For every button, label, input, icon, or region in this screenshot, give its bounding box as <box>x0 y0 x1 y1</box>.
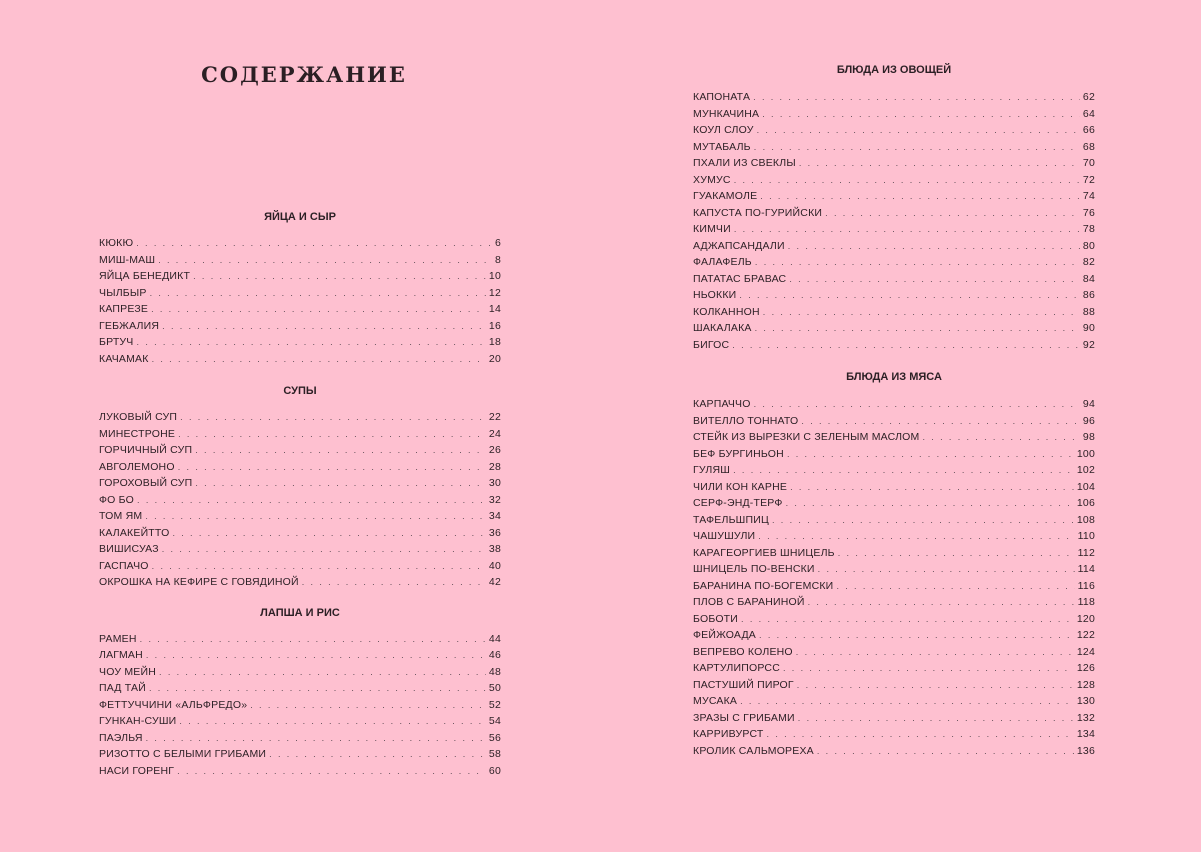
section-heading: ЯЙЦА И СЫР <box>264 211 336 223</box>
entry-page-number: 84 <box>1082 272 1095 285</box>
entry-name: ВИШИСУАЗ <box>99 543 159 555</box>
left-column <box>99 210 501 779</box>
entry-page-number: 46 <box>488 649 501 661</box>
toc-entry <box>693 304 1095 321</box>
entry-page-number: 120 <box>1076 612 1095 625</box>
entry-page-number: 14 <box>488 303 501 315</box>
toc-entry <box>693 710 1095 727</box>
dot-leader <box>741 611 1074 628</box>
toc-entry <box>99 746 501 763</box>
entry-name: КАРПАЧЧО <box>693 398 751 410</box>
entry-page-number: 30 <box>488 477 501 489</box>
toc-entry <box>693 644 1095 661</box>
entry-page-number: 122 <box>1076 629 1095 641</box>
dot-leader <box>753 89 1080 106</box>
dot-leader <box>151 301 486 318</box>
entry-name: ЧИЛИ КОН КАРНЕ <box>693 480 788 493</box>
toc-entry <box>99 631 501 648</box>
toc-entry <box>99 252 501 269</box>
entry-page-number: 20 <box>488 352 501 365</box>
toc-entry <box>99 508 501 525</box>
entry-name: КЮКЮ <box>99 237 134 249</box>
entry-name: РИЗОТТО С БЕЛЫМИ ГРИБАМИ <box>99 748 267 760</box>
entry-name: НЬОККИ <box>693 289 737 301</box>
dot-leader <box>179 713 485 730</box>
toc-entry <box>693 660 1095 677</box>
toc-entry <box>693 594 1095 611</box>
toc-entry <box>693 611 1095 628</box>
entry-page-number: 136 <box>1076 744 1095 757</box>
entry-page-number: 66 <box>1082 124 1095 136</box>
entry-page-number: 90 <box>1082 322 1095 334</box>
dot-leader <box>754 396 1080 413</box>
entry-page-number: 50 <box>488 682 501 694</box>
toc-entry <box>99 475 501 492</box>
entry-name: ПЛОВ С БАРАНИНОЙ <box>693 596 805 608</box>
entry-name: ПАТАТАС БРАВАС <box>693 272 787 285</box>
toc-entry <box>693 462 1095 479</box>
toc-entry <box>99 442 501 459</box>
toc-entry <box>99 301 501 318</box>
toc-entry <box>693 106 1095 123</box>
entry-page-number: 96 <box>1082 414 1095 427</box>
dot-leader <box>808 594 1075 611</box>
dot-leader <box>180 409 486 426</box>
entry-page-number: 34 <box>488 510 501 522</box>
toc-entry <box>693 627 1095 644</box>
entry-name: АДЖАПСАНДАЛИ <box>693 239 785 252</box>
entry-name: ФО БО <box>99 493 135 506</box>
entry-name: ГОРОХОВЫЙ СУП <box>99 477 193 489</box>
toc-entry <box>99 285 501 302</box>
entry-page-number: 36 <box>488 526 501 539</box>
entry-name: КОЛКАННОН <box>693 305 760 318</box>
toc-entry <box>99 492 501 509</box>
dot-leader <box>250 697 486 714</box>
toc-entry <box>693 337 1095 354</box>
entry-name: КАПОНАТА <box>693 91 751 103</box>
entry-page-number: 132 <box>1076 711 1095 724</box>
entries-list <box>693 89 1095 353</box>
entry-name: ЧОУ МЕЙН <box>99 665 157 678</box>
entry-name: КИМЧИ <box>693 223 731 235</box>
page-title: СОДЕРЖАНИЕ <box>201 62 407 87</box>
entry-page-number: 18 <box>488 336 501 348</box>
entry-page-number: 118 <box>1077 596 1095 608</box>
toc-entry <box>693 693 1095 710</box>
entry-name: ГАСПАЧО <box>99 559 149 572</box>
entry-name: ХУМУС <box>693 173 731 186</box>
entry-name: ПАД ТАЙ <box>99 682 146 694</box>
right-column <box>693 63 1095 759</box>
entry-name: ТАФЕЛЬШПИЦ <box>693 513 769 526</box>
toc-entry <box>693 89 1095 106</box>
toc-entry <box>99 574 501 591</box>
entry-name: АВГОЛЕМОНО <box>99 460 175 473</box>
section-heading: СУПЫ <box>283 385 317 397</box>
toc-entry <box>693 561 1095 578</box>
dot-leader <box>759 627 1074 644</box>
entry-page-number: 88 <box>1082 305 1095 318</box>
entry-name: ШАКАЛАКА <box>693 322 752 334</box>
toc-entry <box>693 413 1095 430</box>
section-meat <box>693 370 1095 759</box>
entry-name: БОБОТИ <box>693 612 739 625</box>
entries-list <box>99 409 501 591</box>
entry-name: КАРАГЕОРГИЕВ ШНИЦЕЛЬ <box>693 546 835 559</box>
toc-entry <box>99 680 501 697</box>
entry-name: СЕРФ-ЭНД-ТЕРФ <box>693 497 783 509</box>
dot-leader <box>733 462 1074 479</box>
dot-leader <box>762 106 1080 123</box>
entry-name: ЛУКОВЫЙ СУП <box>99 411 178 423</box>
entry-page-number: 104 <box>1076 480 1095 493</box>
dot-leader <box>797 677 1074 694</box>
dot-leader <box>177 763 486 780</box>
entry-page-number: 126 <box>1076 662 1095 674</box>
entry-page-number: 38 <box>488 543 501 555</box>
toc-entry <box>693 677 1095 694</box>
entry-name: ВЕПРЕВО КОЛЕНО <box>693 645 793 658</box>
entry-name: ГУНКАН-СУШИ <box>99 715 177 727</box>
toc-entry <box>693 479 1095 496</box>
entry-page-number: 98 <box>1082 431 1095 443</box>
dot-leader <box>136 235 492 252</box>
dot-leader <box>193 268 486 285</box>
toc-entry <box>693 578 1095 595</box>
entry-page-number: 82 <box>1082 256 1095 268</box>
entry-page-number: 128 <box>1076 678 1095 691</box>
dot-leader <box>786 495 1074 512</box>
dot-leader <box>146 730 486 747</box>
dot-leader <box>767 726 1074 743</box>
toc-entry <box>99 268 501 285</box>
entry-name: МУНКАЧИНА <box>693 107 760 120</box>
entry-name: ТОМ ЯМ <box>99 510 143 522</box>
toc-entry <box>99 318 501 335</box>
entry-page-number: 78 <box>1082 223 1095 235</box>
toc-entry <box>693 743 1095 760</box>
entry-name: ВИТЕЛЛО ТОННАТО <box>693 414 799 427</box>
entry-page-number: 58 <box>488 748 501 760</box>
dot-leader <box>137 334 486 351</box>
entry-page-number: 68 <box>1082 140 1095 153</box>
entry-name: БРТУЧ <box>99 336 134 348</box>
entry-name: ОКРОШКА НА КЕФИРЕ С ГОВЯДИНОЙ <box>99 576 299 588</box>
entry-page-number: 52 <box>488 698 501 711</box>
dot-leader <box>178 426 486 443</box>
entry-name: НАСИ ГОРЕНГ <box>99 764 175 777</box>
section-heading: ЛАПША И РИС <box>260 606 340 619</box>
entry-page-number: 62 <box>1082 91 1095 103</box>
entry-name: ЛАГМАН <box>99 649 143 661</box>
dot-leader <box>922 429 1079 446</box>
dot-leader <box>145 508 486 525</box>
entry-name: ГЕБЖАЛИЯ <box>99 319 160 332</box>
toc-entry <box>693 726 1095 743</box>
entry-page-number: 134 <box>1076 728 1095 740</box>
entry-page-number: 116 <box>1077 579 1095 592</box>
dot-leader <box>152 558 486 575</box>
entry-name: БИГОС <box>693 338 730 351</box>
entry-name: ГОРЧИЧНЫЙ СУП <box>99 444 193 456</box>
entry-page-number: 92 <box>1082 338 1095 351</box>
toc-entry <box>99 426 501 443</box>
entries-list <box>99 631 501 780</box>
entry-name: ФЕТТУЧЧИНИ «АЛЬФРЕДО» <box>99 698 248 711</box>
entry-name: ЗРАЗЫ С ГРИБАМИ <box>693 711 795 724</box>
entry-name: МУТАБАЛЬ <box>693 140 751 153</box>
entry-name: ГУЛЯШ <box>693 464 731 476</box>
entry-name: ШНИЦЕЛЬ ПО-ВЕНСКИ <box>693 563 815 575</box>
entry-page-number: 108 <box>1076 513 1095 526</box>
entry-name: ПАЭЛЬЯ <box>99 731 143 744</box>
dot-leader <box>758 528 1074 545</box>
dot-leader <box>788 238 1080 255</box>
entry-page-number: 22 <box>488 411 501 423</box>
entry-page-number: 40 <box>488 559 501 572</box>
dot-leader <box>162 541 486 558</box>
entry-page-number: 86 <box>1082 289 1095 301</box>
toc-entry <box>99 525 501 542</box>
entry-page-number: 100 <box>1076 447 1095 460</box>
toc-entry <box>99 334 501 351</box>
toc-entry <box>99 459 501 476</box>
entry-page-number: 130 <box>1076 695 1095 707</box>
dot-leader <box>836 578 1074 595</box>
entry-name: ЧЫЛБЫР <box>99 286 147 299</box>
dot-leader <box>799 155 1080 172</box>
entry-page-number: 24 <box>488 427 501 440</box>
dot-leader <box>140 631 486 648</box>
dot-leader <box>790 479 1074 496</box>
entry-name: КАРРИВУРСТ <box>693 728 764 740</box>
dot-leader <box>195 475 486 492</box>
dot-leader <box>162 318 486 335</box>
toc-entry <box>693 122 1095 139</box>
dot-leader <box>838 545 1075 562</box>
entry-page-number: 6 <box>494 237 501 249</box>
entry-name: МИШ-МАШ <box>99 253 156 266</box>
dot-leader <box>734 172 1080 189</box>
entry-name: БАРАНИНА ПО-БОГЕМСКИ <box>693 579 834 592</box>
entry-name: ЧАШУШУЛИ <box>693 530 756 542</box>
toc-entry <box>693 287 1095 304</box>
dot-leader <box>178 459 486 476</box>
entry-name: БЕФ БУРГИНЬОН <box>693 447 784 460</box>
toc-entry <box>693 528 1095 545</box>
entry-page-number: 28 <box>488 460 501 473</box>
entry-name: ПХАЛИ ИЗ СВЕКЛЫ <box>693 157 796 169</box>
entry-page-number: 42 <box>488 576 501 588</box>
entry-page-number: 48 <box>488 665 501 678</box>
entry-page-number: 44 <box>488 632 501 645</box>
toc-entry <box>693 254 1095 271</box>
toc-entry <box>693 495 1095 512</box>
dot-leader <box>158 252 492 269</box>
entry-name: КАПРЕЗЕ <box>99 303 149 315</box>
entry-page-number: 124 <box>1076 645 1095 658</box>
entry-page-number: 56 <box>488 731 501 744</box>
dot-leader <box>755 254 1080 271</box>
entry-page-number: 94 <box>1082 398 1095 410</box>
entry-name: КРОЛИК САЛЬМОРЕХА <box>693 744 814 757</box>
toc-entry <box>693 446 1095 463</box>
entry-name: ЯЙЦА БЕНЕДИКТ <box>99 270 191 282</box>
entry-page-number: 70 <box>1082 157 1095 169</box>
entry-page-number: 76 <box>1082 206 1095 219</box>
toc-entry <box>99 713 501 730</box>
dot-leader <box>172 525 485 542</box>
dot-leader <box>269 746 486 763</box>
toc-entry <box>693 512 1095 529</box>
dot-leader <box>825 205 1080 222</box>
toc-entry <box>693 396 1095 413</box>
entry-name: ФАЛАФЕЛЬ <box>693 256 752 268</box>
entry-page-number: 112 <box>1077 546 1095 559</box>
entry-page-number: 26 <box>488 444 501 456</box>
entry-page-number: 72 <box>1082 173 1095 186</box>
dot-leader <box>137 492 486 509</box>
dot-leader <box>772 512 1074 529</box>
dot-leader <box>754 139 1080 156</box>
dot-leader <box>152 351 486 368</box>
section-vegetables <box>693 63 1095 353</box>
toc-entry <box>99 558 501 575</box>
entry-name: РАМЕН <box>99 632 137 645</box>
entry-name: КАПУСТА ПО-ГУРИЙСКИ <box>693 206 823 219</box>
entry-page-number: 32 <box>488 493 501 506</box>
dot-leader <box>757 122 1080 139</box>
toc-entry <box>99 541 501 558</box>
toc-entry <box>693 545 1095 562</box>
toc-entry <box>99 763 501 780</box>
entry-page-number: 54 <box>488 715 501 727</box>
entry-name: КОУЛ СЛОУ <box>693 124 754 136</box>
section-heading: БЛЮДА ИЗ ОВОЩЕЙ <box>836 64 952 76</box>
toc-entry <box>693 238 1095 255</box>
section-noodles-rice <box>99 606 501 780</box>
entry-name: КАЧАМАК <box>99 352 149 365</box>
entry-name: МИНЕСТРОНЕ <box>99 427 176 440</box>
dot-leader <box>195 442 486 459</box>
entry-page-number: 16 <box>488 319 501 332</box>
dot-leader <box>798 710 1074 727</box>
dot-leader <box>783 660 1074 677</box>
dot-leader <box>159 664 486 681</box>
dot-leader <box>734 221 1080 238</box>
dot-leader <box>755 320 1080 337</box>
entries-list <box>99 235 501 367</box>
section-soups <box>99 384 501 591</box>
toc-entry <box>99 730 501 747</box>
entry-page-number: 8 <box>494 253 501 266</box>
toc-entry <box>693 139 1095 156</box>
toc-entry <box>693 155 1095 172</box>
entry-name: ГУАКАМОЛЕ <box>693 190 758 202</box>
entry-page-number: 10 <box>488 270 501 282</box>
dot-leader <box>149 680 486 697</box>
entry-page-number: 12 <box>488 286 501 299</box>
toc-entry <box>99 647 501 664</box>
section-eggs-cheese <box>99 210 501 367</box>
dot-leader <box>732 337 1080 354</box>
toc-entry <box>693 429 1095 446</box>
entry-page-number: 74 <box>1082 190 1095 202</box>
entry-name: СТЕЙК ИЗ ВЫРЕЗКИ С ЗЕЛЕНЫМ МАСЛОМ <box>693 431 920 443</box>
toc-entry <box>693 320 1095 337</box>
dot-leader <box>801 413 1080 430</box>
entry-name: ФЕЙЖОАДА <box>693 629 757 641</box>
toc-entry <box>99 351 501 368</box>
dot-leader <box>146 647 486 664</box>
toc-entry <box>99 235 501 252</box>
toc-entry <box>693 205 1095 222</box>
entry-page-number: 64 <box>1082 107 1095 120</box>
toc-entry <box>693 271 1095 288</box>
dot-leader <box>150 285 486 302</box>
toc-entry <box>693 172 1095 189</box>
dot-leader <box>760 188 1080 205</box>
entries-list <box>693 396 1095 759</box>
toc-entry <box>99 664 501 681</box>
dot-leader <box>763 304 1080 321</box>
toc-entry <box>693 188 1095 205</box>
entry-name: МУСАКА <box>693 695 738 707</box>
entry-page-number: 114 <box>1077 563 1095 575</box>
dot-leader <box>818 561 1075 578</box>
entry-name: ПАСТУШИЙ ПИРОГ <box>693 678 794 691</box>
entry-name: КАРТУЛИПОРСС <box>693 662 780 674</box>
dot-leader <box>787 446 1074 463</box>
dot-leader <box>789 271 1080 288</box>
entry-page-number: 110 <box>1077 530 1095 542</box>
dot-leader <box>740 693 1074 710</box>
toc-entry <box>99 697 501 714</box>
toc-entry <box>99 409 501 426</box>
toc-entry <box>693 221 1095 238</box>
dot-leader <box>796 644 1074 661</box>
dot-leader <box>739 287 1080 304</box>
section-heading: БЛЮДА ИЗ МЯСА <box>846 371 942 383</box>
dot-leader <box>302 574 486 591</box>
entry-page-number: 80 <box>1082 239 1095 252</box>
entry-name: КАЛАКЕЙТТО <box>99 526 170 539</box>
entry-page-number: 106 <box>1076 497 1095 509</box>
entry-page-number: 102 <box>1076 464 1095 476</box>
dot-leader <box>817 743 1074 760</box>
entry-page-number: 60 <box>488 764 501 777</box>
